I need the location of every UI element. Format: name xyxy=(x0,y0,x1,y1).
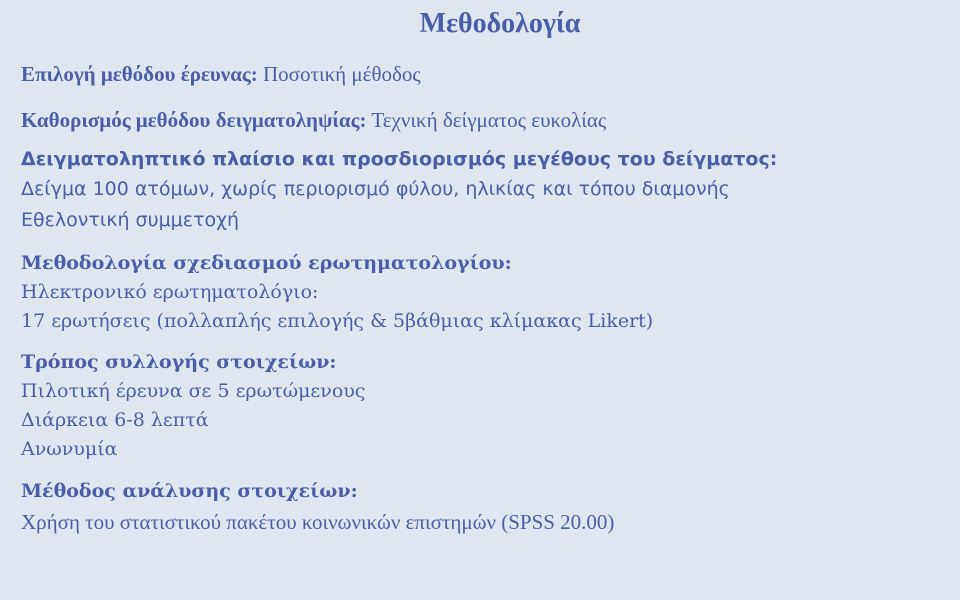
design-line-2: 17 ερωτήσεις (πολλαπλής επιλογής & 5βάθμιας κλίμακας Likert) xyxy=(21,310,654,332)
collection-line-3: Ανωνυμία xyxy=(21,438,118,460)
sampling-value: Τεχνική δείγματος ευκολίας xyxy=(366,108,607,132)
slide-title-text: Μεθοδολογία xyxy=(419,8,581,39)
method-value: Ποσοτική μέθοδος xyxy=(257,62,421,86)
frame-line-1: Δείγμα 100 ατόμων, χωρίς περιορισμό φύλου, ηλικίας και τόπου διαμονής xyxy=(21,178,730,200)
analysis-line-1: Χρήση του στατιστικού πακέτου κοινωνικών επιστημών (SPSS 20.00) xyxy=(21,510,615,534)
collection-heading: Τρόπος συλλογής στοιχείων: xyxy=(21,351,337,373)
frame-heading: Δειγματοληπτικό πλαίσιο και προσδιορισμός μεγέθους του δείγματος: xyxy=(21,148,778,170)
method-label: Επιλογή μεθόδου έρευνας: xyxy=(21,62,258,86)
collection-line-1: Πιλοτική έρευνα σε 5 ερωτώμενους xyxy=(21,380,366,402)
analysis-heading: Μέθοδος ανάλυσης στοιχείων: xyxy=(21,480,358,502)
method-line xyxy=(21,62,421,87)
design-heading: Μεθοδολογία σχεδιασμού ερωτηματολογίου: xyxy=(21,252,512,274)
frame-line-2: Εθελοντική συμμετοχή xyxy=(21,209,240,231)
slide-title xyxy=(0,8,960,40)
sampling-label: Καθορισμός μεθόδου δειγματοληψίας: xyxy=(21,108,367,132)
design-line-1: Ηλεκτρονικό ερωτηματολόγιο: xyxy=(21,281,319,303)
collection-line-2: Διάρκεια 6-8 λεπτά xyxy=(21,409,209,431)
sampling-line xyxy=(21,108,606,133)
